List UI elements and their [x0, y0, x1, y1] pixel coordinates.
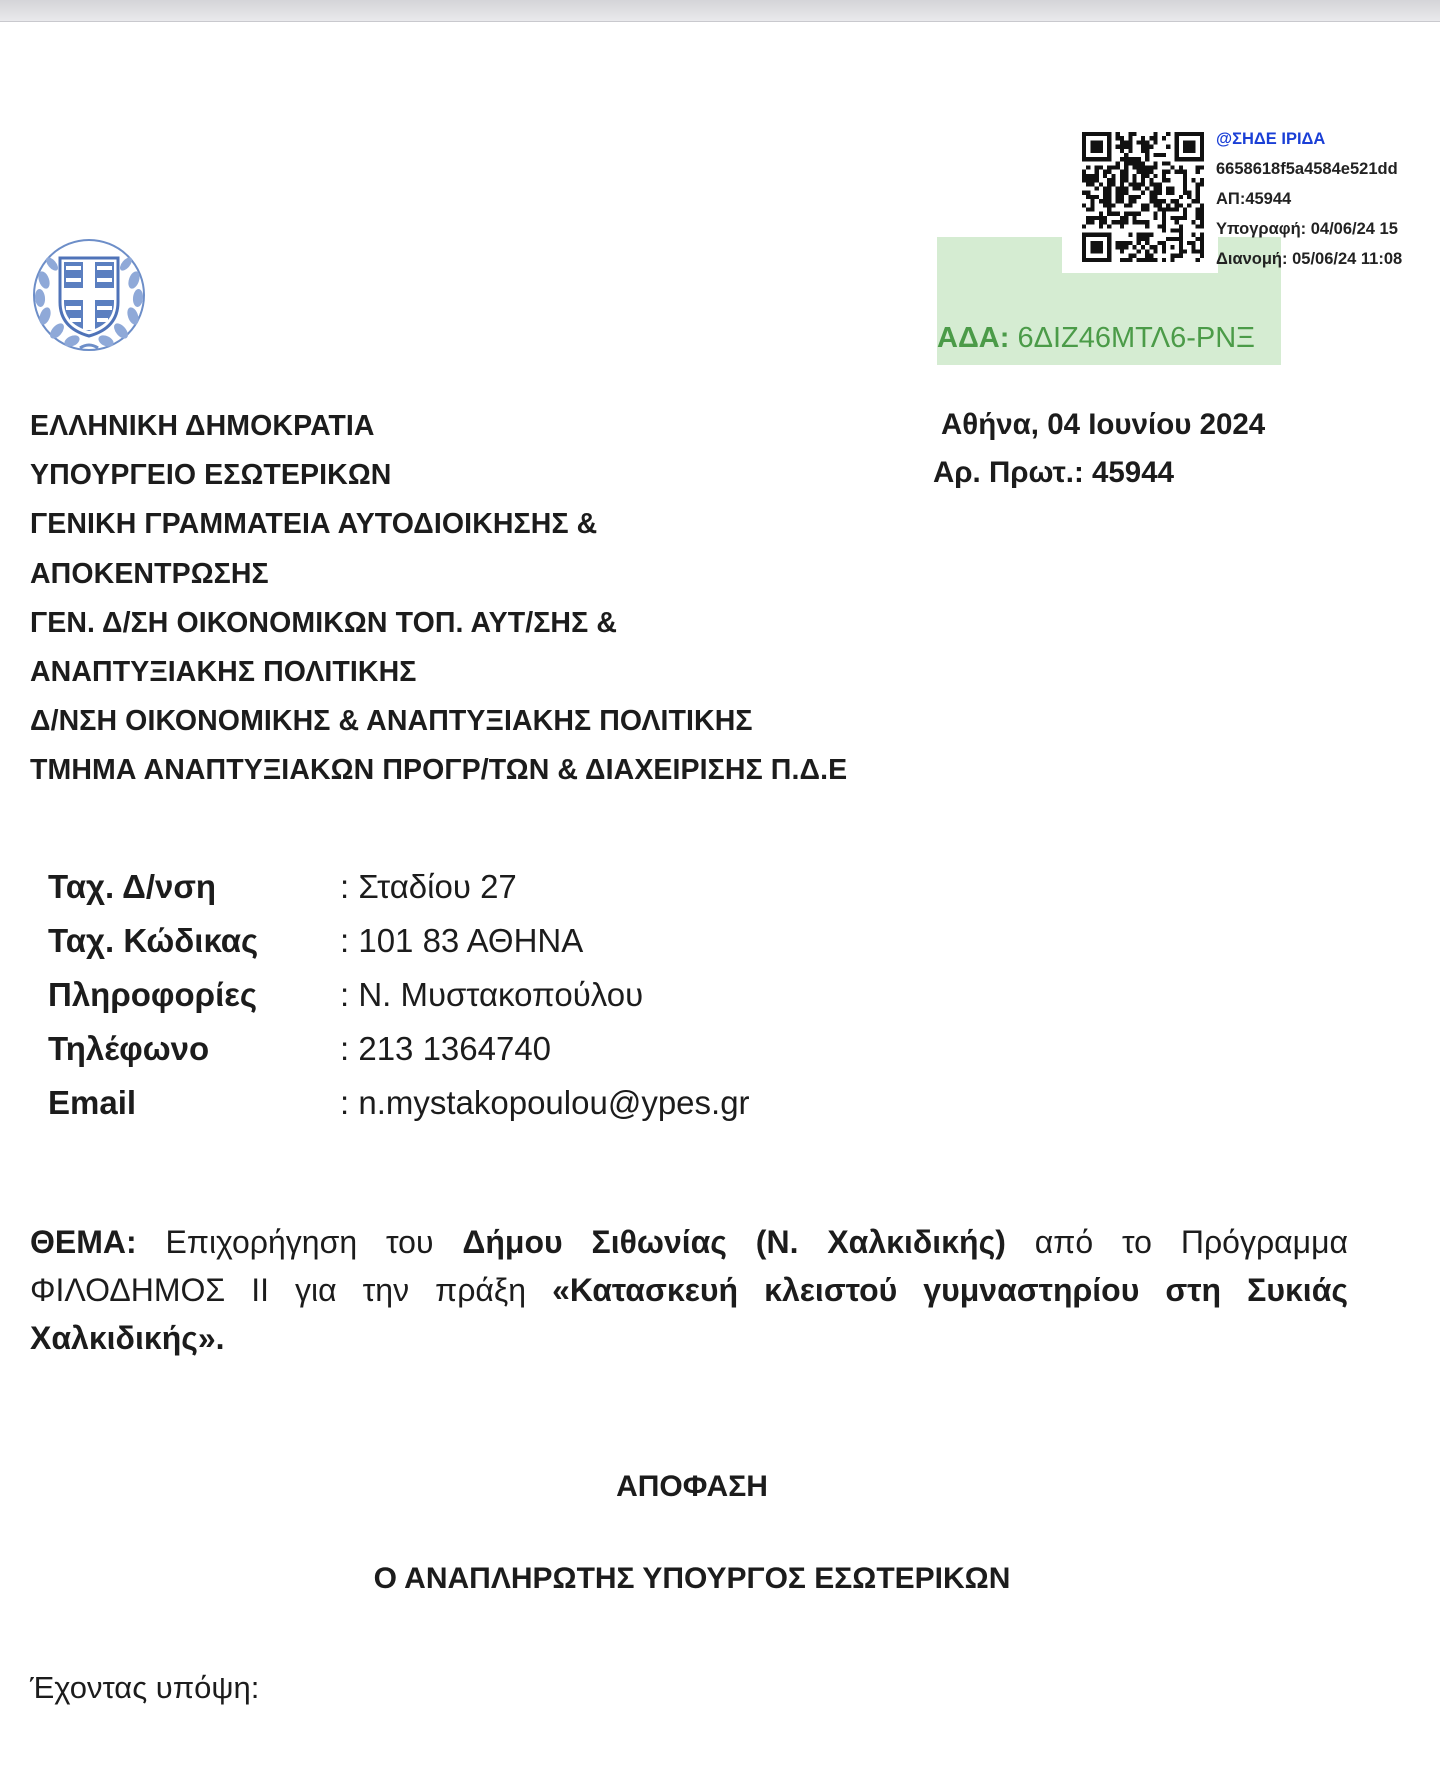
ada-value: 6ΔΙΖ46ΜΤΛ6-ΡΝΞ — [1017, 322, 1255, 354]
subject-paragraph — [30, 1218, 1348, 1362]
decision-title: ΑΠΟΦΑΣΗ — [616, 1470, 768, 1503]
contact-row — [48, 914, 750, 968]
qr-code-icon — [1080, 130, 1206, 264]
contact-row — [48, 860, 750, 914]
contact-label: Πληροφορίες — [48, 976, 258, 1013]
header-line: ΓΕΝΙΚΗ ΓΡΑΜΜΑΤΕΙΑ ΑΥΤΟΔΙΟΙΚΗΣΗΣ & — [30, 508, 598, 541]
contact-label: Ταχ. Κώδικας — [48, 922, 259, 959]
contact-value: : Ν. Μυστακοπούλου — [340, 976, 644, 1013]
contact-value: : Σταδίου 27 — [340, 868, 517, 905]
contact-row — [48, 1022, 750, 1076]
subject-text: από το Πρόγραμμα ΦΙΛΟΔΗΜΟΣ ΙΙ για την πράξη — [30, 1224, 1349, 1308]
contact-label: Τηλέφωνο — [48, 1030, 210, 1067]
stamp-hash: 6658618f5a4584e521dd — [1216, 160, 1398, 178]
digital-stamp — [1216, 124, 1402, 274]
stamp-signature: Υπογραφή: 04/06/24 15 — [1216, 220, 1398, 238]
subject-project: «Κατασκευή κλειστού γυμναστηρίου στη Συκιάς Χαλκιδικής». — [30, 1272, 1349, 1356]
header-line: Δ/ΝΣΗ ΟΙΚΟΝΟΜΙΚΗΣ & ΑΝΑΠΤΥΞΙΑΚΗΣ ΠΟΛΙΤΙΚΗΣ — [30, 705, 753, 738]
protocol-number: Αρ. Πρωτ.: 45944 — [933, 456, 1175, 489]
header-line: ΑΝΑΠΤΥΞΙΑΚΗΣ ΠΟΛΙΤΙΚΗΣ — [30, 656, 417, 689]
greek-emblem-icon — [30, 236, 148, 354]
subject-label: ΘΕΜΑ: — [30, 1224, 137, 1260]
contact-details — [48, 860, 750, 1130]
header-line: ΥΠΟΥΡΓΕΙΟ ΕΣΩΤΕΡΙΚΩΝ — [30, 459, 392, 492]
ada-code — [937, 322, 1255, 355]
document-date: Αθήνα, 04 Ιουνίου 2024 — [941, 408, 1266, 441]
ada-label: ΑΔΑ: — [937, 322, 1010, 354]
contact-row — [48, 968, 750, 1022]
header-line: ΑΠΟΚΕΝΤΡΩΣΗΣ — [30, 557, 269, 590]
header-line: ΕΛΛΗΝΙΚΗ ΔΗΜΟΚΡΑΤΙΑ — [30, 410, 375, 442]
contact-label: Email — [48, 1084, 137, 1121]
header-line: ΤΜΗΜΑ ΑΝΑΠΤΥΞΙΑΚΩΝ ΠΡΟΓΡ/ΤΩΝ & ΔΙΑΧΕΙΡΙΣΗΣ Π.Δ.Ε — [30, 754, 848, 787]
contact-value: : 213 1364740 — [340, 1030, 552, 1067]
considering-heading: Έχοντας υπόψη: — [30, 1670, 260, 1705]
contact-row — [48, 1076, 750, 1130]
contact-email[interactable]: : n.mystakopoulou@ypes.gr — [340, 1084, 750, 1121]
header-line: ΓΕΝ. Δ/ΣΗ ΟΙΚΟΝΟΜΙΚΩΝ ΤΟΠ. ΑΥΤ/ΣΗΣ & — [30, 606, 618, 639]
contact-value: : 101 83 ΑΘΗΝΑ — [340, 922, 584, 959]
subject-municipality: Δήμου Σιθωνίας (Ν. Χαλκιδικής) — [462, 1224, 1006, 1260]
stamp-distribution: Διανομή: 05/06/24 11:08 — [1216, 250, 1403, 268]
minister-title: Ο ΑΝΑΠΛΗΡΩΤΗΣ ΥΠΟΥΡΓΟΣ ΕΣΩΤΕΡΙΚΩΝ — [373, 1562, 1011, 1595]
subject-text: Επιχορήγηση του — [136, 1224, 463, 1260]
contact-label: Ταχ. Δ/νση — [48, 868, 217, 905]
stamp-system: @ΣΗΔΕ ΙΡΙΔΑ — [1216, 130, 1326, 148]
window-top-bar — [0, 0, 1440, 22]
stamp-protocol: ΑΠ:45944 — [1216, 190, 1292, 208]
authority-header — [30, 402, 847, 796]
